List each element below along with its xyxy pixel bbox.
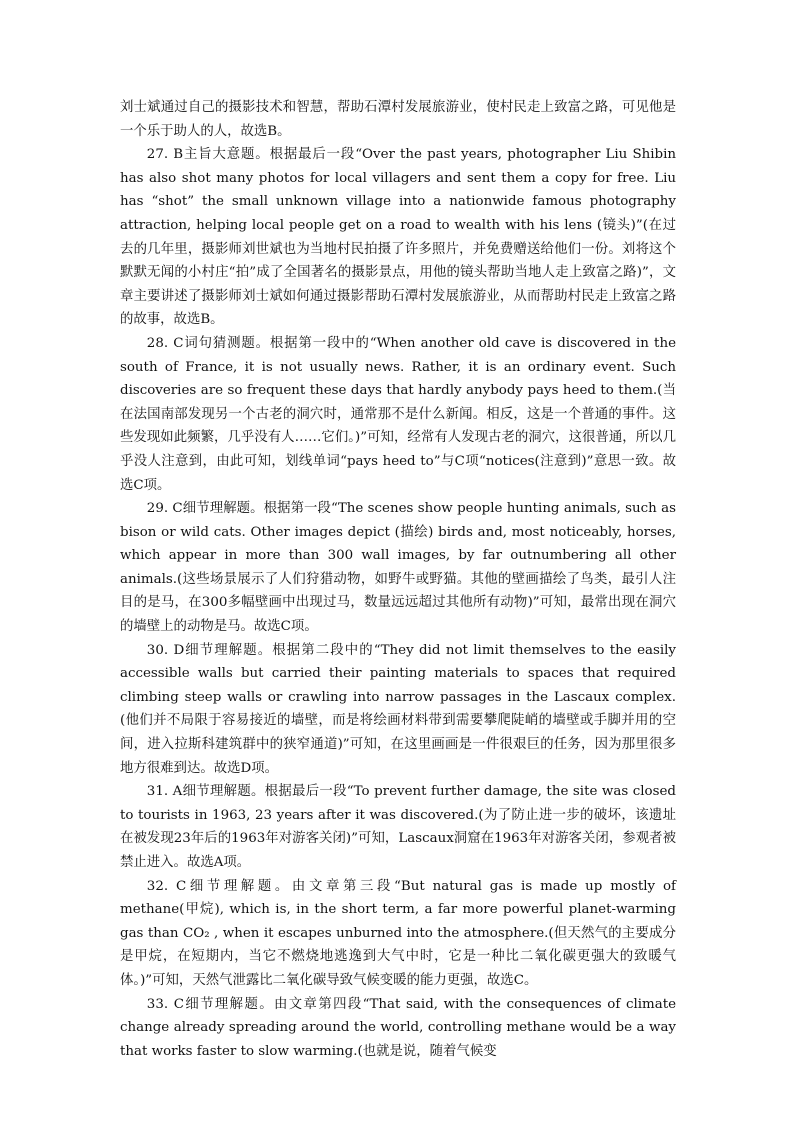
paragraph-q32: 32. C细节理解题。由文章第三段“But natural gas is made up mostly of methane(甲烷), which is, in the short term, a far more powerful planet-warming gas than CO₂ , when it escapes unburned into the atmosphere.(但天然气的主要成分是甲烷，在短期内，当它不燃烧地逃逸到大气中时，它是一种比二氧化碳更强大的致暖气体。)”可知，天然气泄露比二氧化碳导致气候变暖的能力更强，故选C。 xyxy=(120,878,676,988)
paragraph-q28: 28. C词句猜测题。根据第一段中的“When another old cave is discovered in the south of France, it is not usually news. Rather, it is an ordinary event. Such discoveries are so frequent these days that hardly anybody pays heed to them.(当在法国南部发现另一个古老的洞穴时，通常那不是什么新闻。相反，这是一个普通的事件。这些发现如此频繁，几乎没有人……它们。)”可知，经常有人发现古老的洞穴，这很普通，所以几乎没人注意到，由此可知，划线单词“pays heed to”与C项“notices(注意到)”意思一致。故选C项。 xyxy=(120,335,676,493)
paragraph-q29: 29. C细节理解题。根据第一段“The scenes show people hunting animals, such as bison or wild cats. Other images depict (描绘) birds and, most noticeably, horses, which appear in more than 300 wall images, by far outnumbering all other animals.(这些场景展示了人们狩猎动物，如野牛或野猫。其他的壁画描绘了鸟类，最引人注目的是马，在300多幅壁画中出现过马，数量远远超过其他所有动物)”可知，最常出现在洞穴的墙壁上的动物是马。故选C项。 xyxy=(120,501,676,635)
paragraph-q30: 30. D细节理解题。根据第二段中的“They did not limit themselves to the easily accessible walls but carried their painting materials to spaces that required climbing steep walls or crawling into narrow passages in the Lascaux complex.(他们并不局限于容易接近的墙壁，而是将绘画材料带到需要攀爬陡峭的墙壁或手脚并用的空间，进入拉斯科建筑群中的狭窄通道)”可知，在这里画画是一件很艰巨的任务，因为那里很多地方很难到达。故选D项。 xyxy=(120,642,676,776)
paragraph-q33: 33. C细节理解题。由文章第四段“That said, with the consequences of climate change already spreading around the world, controlling methane would be a way that works faster to slow warming.(也就是说，随着气候变 xyxy=(120,996,676,1059)
paragraph-q31: 31. A细节理解题。根据最后一段“To prevent further damage, the site was closed to tourists in 1963, 23 years after it was discovered.(为了防止进一步的破坏，该遗址在被发现23年后的1963年对游客关闭)”可知，Lascaux洞窟在1963年对游客关闭，参观者被禁止进入。故选A项。 xyxy=(120,784,676,870)
paragraph-continuation: 刘士斌通过自己的摄影技术和智慧，帮助石潭村发展旅游业，使村民走上致富之路，可见他是一个乐于助人的人，故选B。 xyxy=(120,100,676,139)
paragraph-q27: 27. B主旨大意题。根据最后一段“Over the past years, photographer Liu Shibin has also shot many photos for local villagers and sent them a copy for free. Liu has “shot” the small unknown village into a nationwide famous photography attraction, helping local people get on a road to wealth with his lens (镜头)”(在过去的几年里，摄影师刘世斌也为当地村民拍摄了许多照片，并免费赠送给他们一份。刘将这个默默无闻的小村庄“拍”成了全国著名的摄影景点，用他的镜头帮助当地人走上致富之路)”，文章主要讲述了摄影师刘士斌如何通过摄影帮助石潭村发展旅游业，从而帮助村民走上致富之路的故事，故选B。 xyxy=(120,147,676,328)
answer-explanations xyxy=(120,96,676,1063)
